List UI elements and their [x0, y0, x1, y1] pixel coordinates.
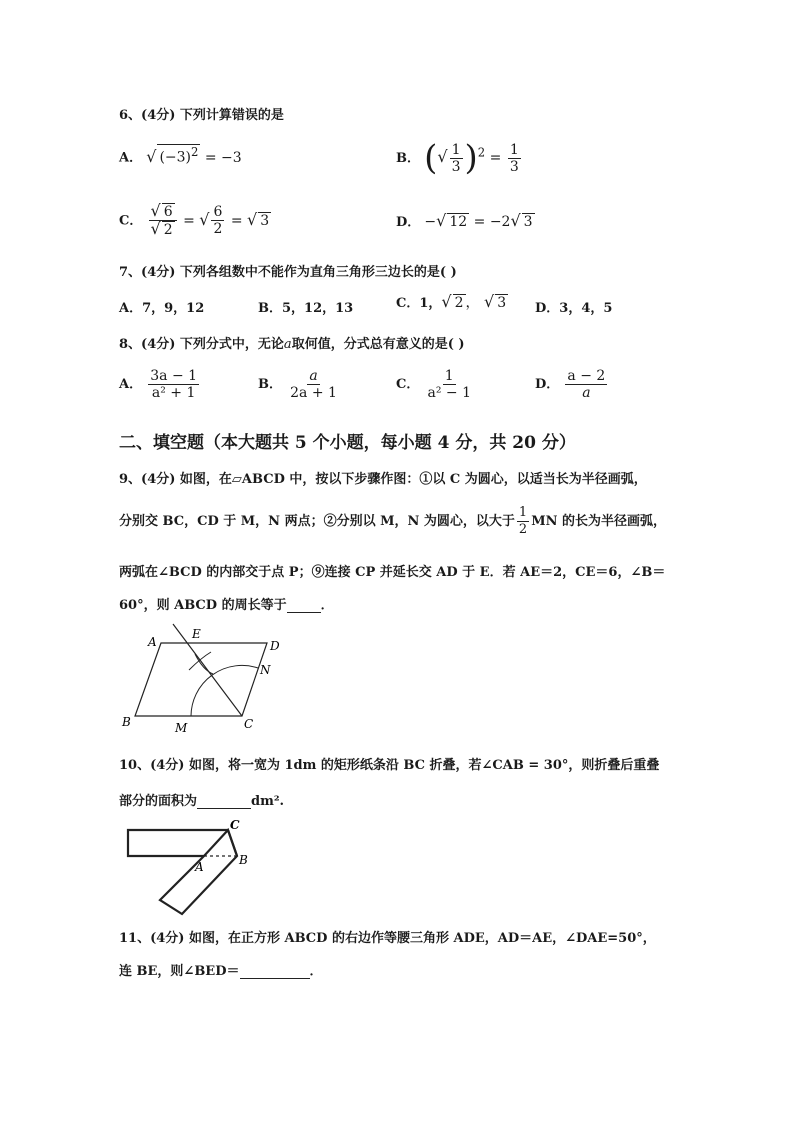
q10-folded-strip-figure	[122, 814, 262, 916]
strip-horizontal	[128, 830, 228, 856]
q6-c-expr: $\frac{√ 6}{√ 2}$ = √ $\frac{6}{2}$ = √ 3	[150, 201, 270, 238]
q8-stem: 8、(4分) 下列分式中，无论a取何值，分式总有意义的是( )	[119, 337, 465, 352]
q6-d-expr: −√ 12 = −2√ 3	[424, 211, 533, 230]
label-n: N	[260, 663, 271, 677]
q9-line2: 分别交 BC，CD 于 M，N 两点；②分别以 M，N 为圆心，以大于 $\frac{1}{2}$ MN 的长为半径画弧，	[119, 505, 666, 537]
label-c: C	[230, 818, 240, 832]
q7-stem: 7、(4分) 下列各组数中不能作为直角三角形三边长的是( )	[119, 265, 457, 280]
q6-option-c: C． $\frac{√ 6}{√ 2}$ = √ $\frac{6}{2}$ = √ 3	[119, 201, 270, 238]
arc-mn	[191, 665, 258, 716]
q7-option-a: A．7，9，12	[119, 301, 205, 316]
q11-answer-blank[interactable]	[240, 978, 310, 979]
q8-option-a: A． $\frac{3a - 1}{\text{a² + 1}}$	[119, 368, 198, 401]
q7-option-d: D．3，4，5	[535, 301, 613, 316]
label-c: C	[244, 717, 254, 731]
section-heading: 二、填空题（本大题共 5 个小题，每小题 4 分，共 20 分）	[119, 433, 576, 453]
q6-b-expr: (√ $\frac{1}{3}$ )$^2$ = $\frac{1}{3}$	[424, 138, 519, 178]
label-b: B	[122, 715, 131, 729]
label-d: D	[270, 639, 280, 653]
q6-a-expr: √ $(-3)^2 = -3$	[146, 145, 242, 166]
label-m: M	[175, 721, 188, 735]
q9-parallelogram-figure	[115, 618, 295, 738]
q9-answer-blank[interactable]	[287, 612, 321, 613]
q6-option-d: D． −√ 12 = −2√ 3	[396, 211, 533, 230]
line-ce	[173, 624, 242, 716]
q8-option-c: C． $\frac{1}{\text{a² − 1}}$	[396, 368, 471, 401]
q9-line3: 两弧在∠BCD 的内部交于点 P；⑨连接 CP 并延长交 AD 于 E．若 AE＝2，CE＝6，∠B＝	[119, 565, 666, 580]
q9-line4: 60°，则 ABCD 的周长等于 ．	[119, 598, 334, 613]
q7-option-b: B．5，12，13	[258, 301, 354, 316]
q7-option-c: C．1，√ 2 ， √ 3	[396, 292, 507, 311]
q6-option-b: B． (√ $\frac{1}{3}$ )$^2$ = $\frac{1}{3}$	[396, 138, 523, 178]
q10-line1: 10、(4分) 如图，将一宽为 1dm 的矩形纸条沿 BC 折叠，若∠CAB = 30°，则折叠后重叠	[119, 758, 660, 773]
label-a: A	[195, 860, 204, 874]
label-a: A	[148, 635, 157, 649]
q8-option-b: B． $\frac{a}{2a + 1}$	[258, 368, 337, 401]
q8-option-d: D． $\frac{a - 2}{a}$	[535, 368, 606, 401]
q10-answer-blank[interactable]	[197, 808, 251, 809]
label-b: B	[239, 853, 248, 867]
q11-line1: 11、(4分) 如图，在正方形 ABCD 的右边作等腰三角形 ADE，AD＝AE，∠DAE=50°，	[119, 931, 656, 946]
q6-stem: 6、(4分) 下列计算错误的是	[119, 108, 284, 123]
label-e: E	[192, 627, 201, 641]
q11-line2: 连 BE，则∠BED＝ ．	[119, 964, 323, 979]
parallelogram-abcd	[135, 643, 267, 716]
q10-line2: 部分的面积为 dm².	[119, 794, 285, 809]
q6-option-a: A． √ $(-3)^2 = -3$	[119, 145, 242, 166]
q9-line1: 9、(4分) 如图，在▱ABCD 中，按以下步骤作图：①以 C 为圆心，以适当长为半径画弧，	[119, 472, 647, 487]
